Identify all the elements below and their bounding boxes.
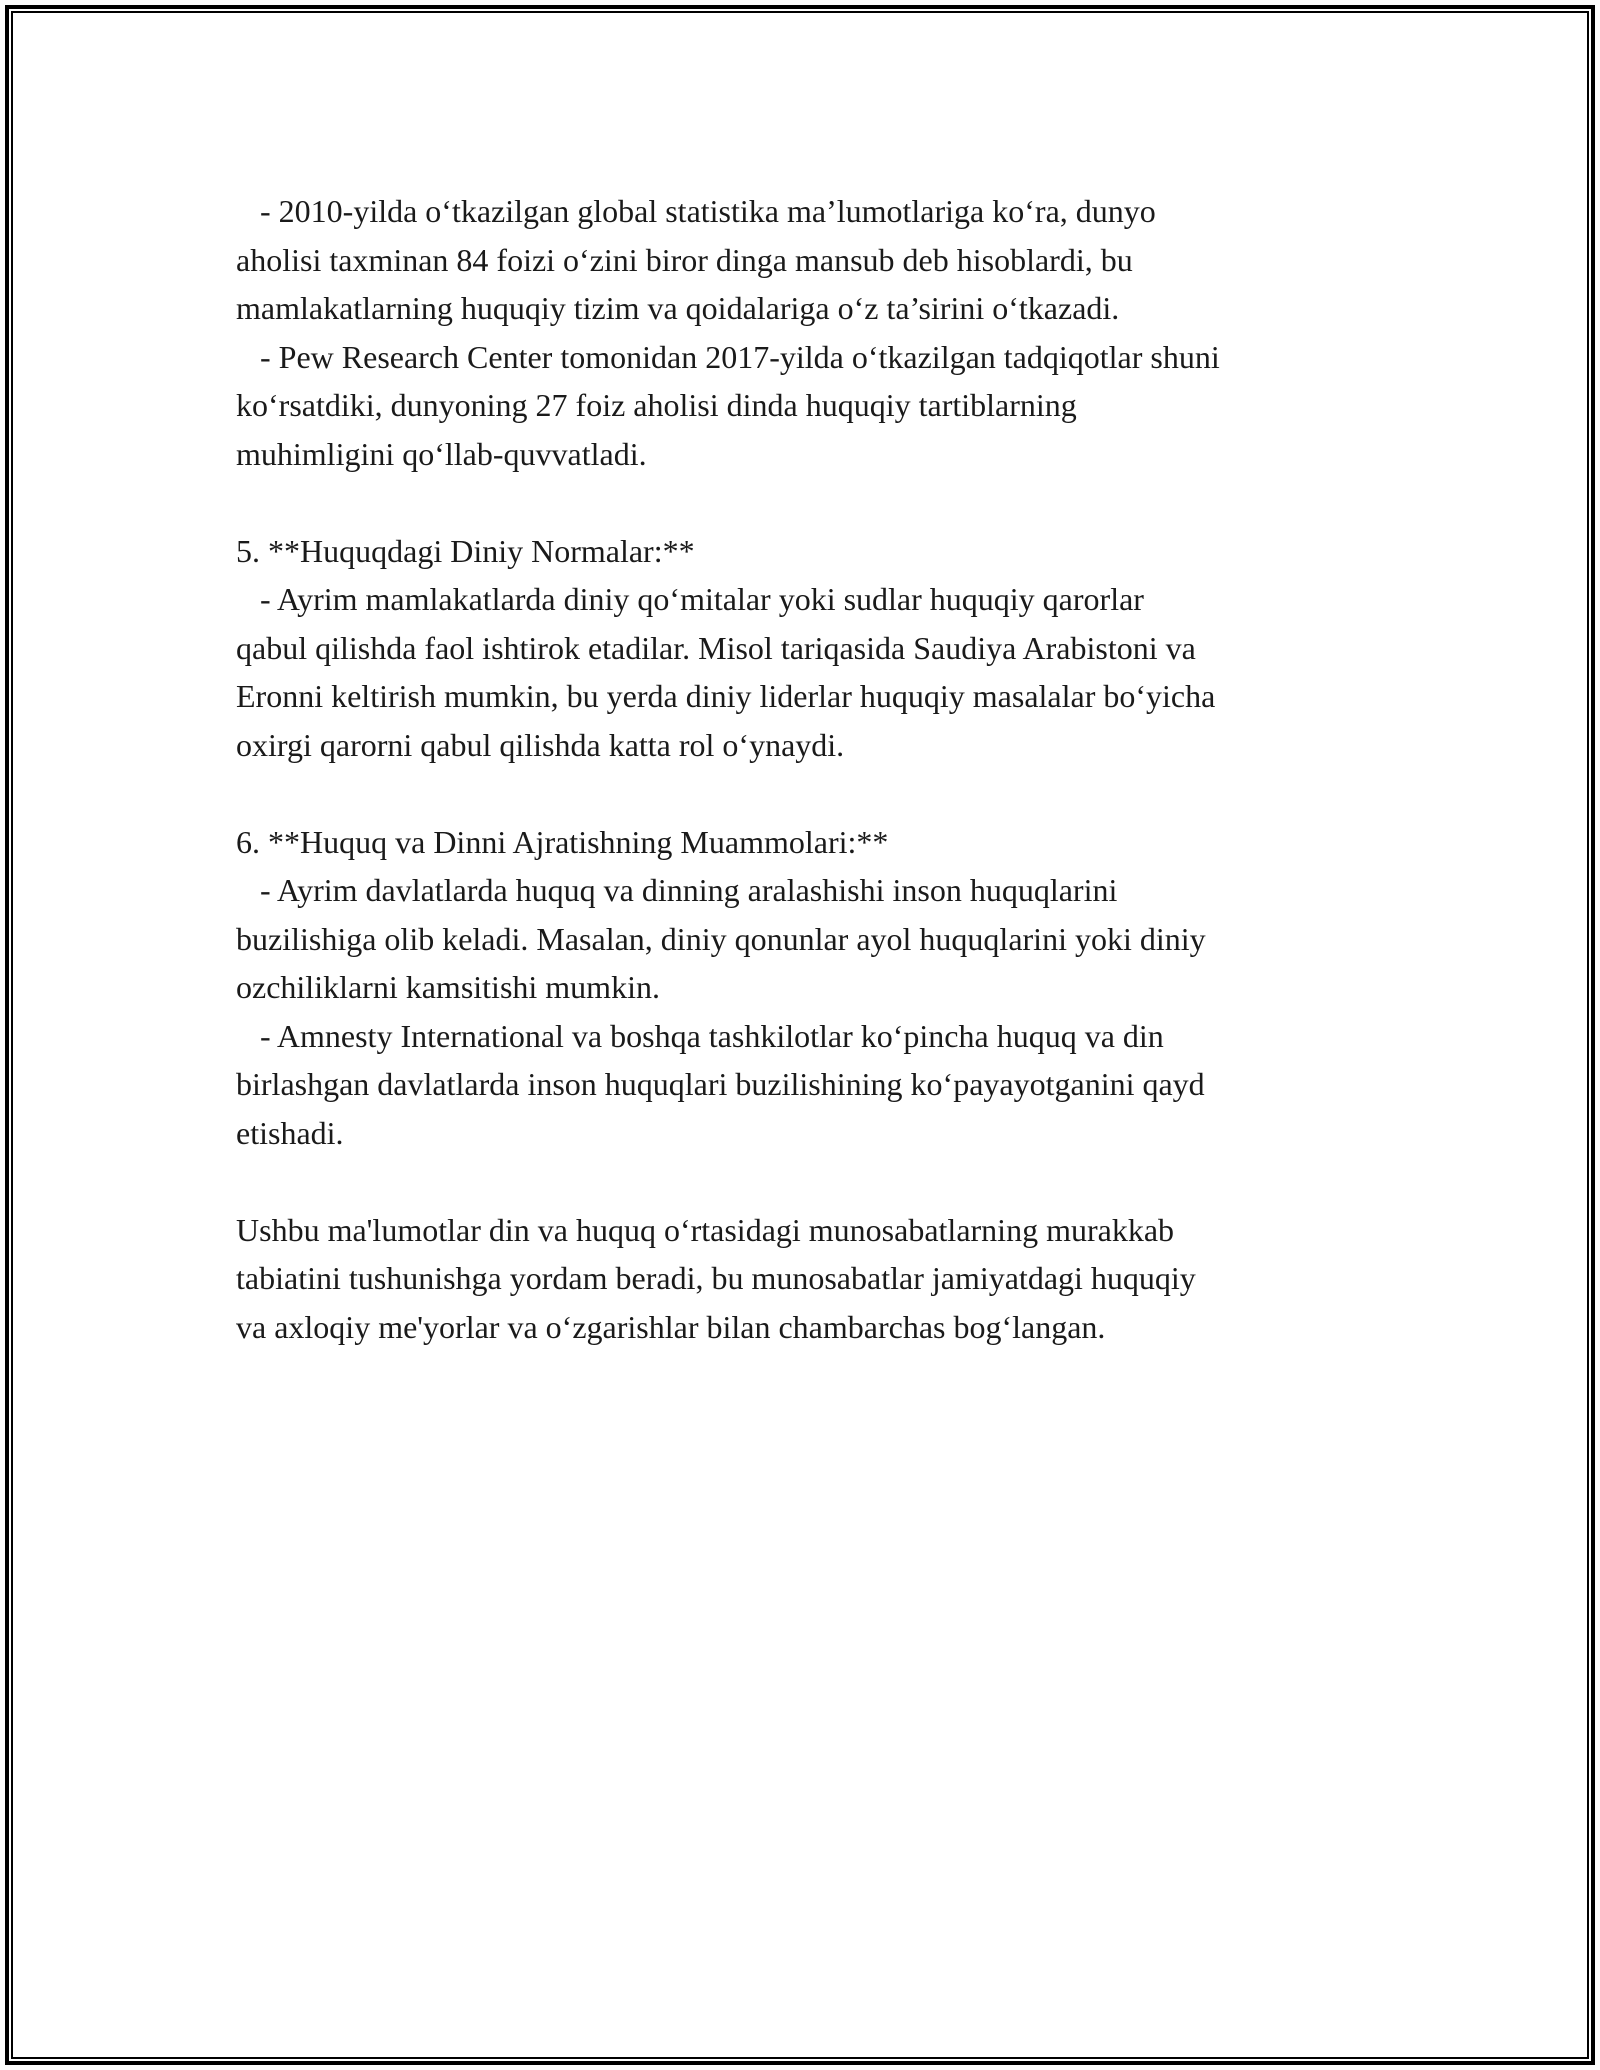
text-line: muhimligini qo‘llab-quvvatladi. [236, 435, 647, 472]
text-line: ko‘rsatdiki, dunyoning 27 foiz aholisi dinda huquqiy tartiblarning [236, 387, 1077, 423]
text-line: buzilishiga olib keladi. Masalan, diniy qonunlar ayol huquqlarini yoki diniy [236, 920, 1206, 957]
section-heading: 6. **Huquq va Dinni Ajratishning Muammolari:** [236, 823, 889, 860]
text-line: birlashgan davlatlarda inson huquqlari buzilishining ko‘payayotganini qayd [236, 1066, 1205, 1102]
paragraph-statistics [236, 187, 1396, 478]
text-line: mamlakatlarning huquqiy tizim va qoidalariga o‘z ta’sirini o‘tkazadi. [236, 290, 1120, 326]
text-line: Ushbu ma'lumotlar din va huquq o‘rtasidagi munosabatlarning murakkab [236, 1211, 1175, 1248]
text-line: ozchiliklarni kamsitishi mumkin. [236, 969, 660, 1005]
text-line: - Pew Research Center tomonidan 2017-yilda o‘tkazilgan tadqiqotlar shuni [236, 338, 1220, 375]
text-line: - Ayrim mamlakatlarda diniy qo‘mitalar yoki sudlar huquqiy qarorlar [236, 581, 1144, 617]
paragraph-spacer [236, 1157, 1396, 1206]
text-line: - Ayrim davlatlarda huquq va dinning aralashishi inson huquqlarini [236, 872, 1118, 908]
document-body [236, 187, 1396, 1351]
text-line: qabul qilishda faol ishtirok etadilar. Misol tariqasida Saudiya Arabistoni va [236, 629, 1196, 666]
section-6-separation-problems [236, 818, 1396, 1158]
paragraph-spacer [236, 478, 1396, 527]
text-line: oxirgi qarorni qabul qilishda katta rol o‘ynaydi. [236, 726, 845, 763]
text-line: Eronni keltirish mumkin, bu yerda diniy liderlar huquqiy masalalar bo‘yicha [236, 678, 1216, 714]
text-line: aholisi taxminan 84 foizi o‘zini biror dinga mansub deb hisoblardi, bu [236, 241, 1133, 278]
paragraph-conclusion [236, 1206, 1396, 1352]
text-line: va axloqiy me'yorlar va o‘zgarishlar bilan chambarchas bog‘langan. [236, 1308, 1106, 1345]
text-line: - Amnesty International va boshqa tashkilotlar ko‘pincha huquq va din [236, 1017, 1164, 1054]
section-5-religious-norms [236, 527, 1396, 770]
paragraph-spacer [236, 769, 1396, 818]
text-line: tabiatini tushunishga yordam beradi, bu munosabatlar jamiyatdagi huquqiy [236, 1260, 1196, 1296]
text-line: etishadi. [236, 1114, 344, 1151]
section-heading: 5. **Huquqdagi Diniy Normalar:** [236, 532, 695, 569]
text-line: - 2010-yilda o‘tkazilgan global statistika ma’lumotlariga ko‘ra, dunyo [236, 193, 1156, 229]
